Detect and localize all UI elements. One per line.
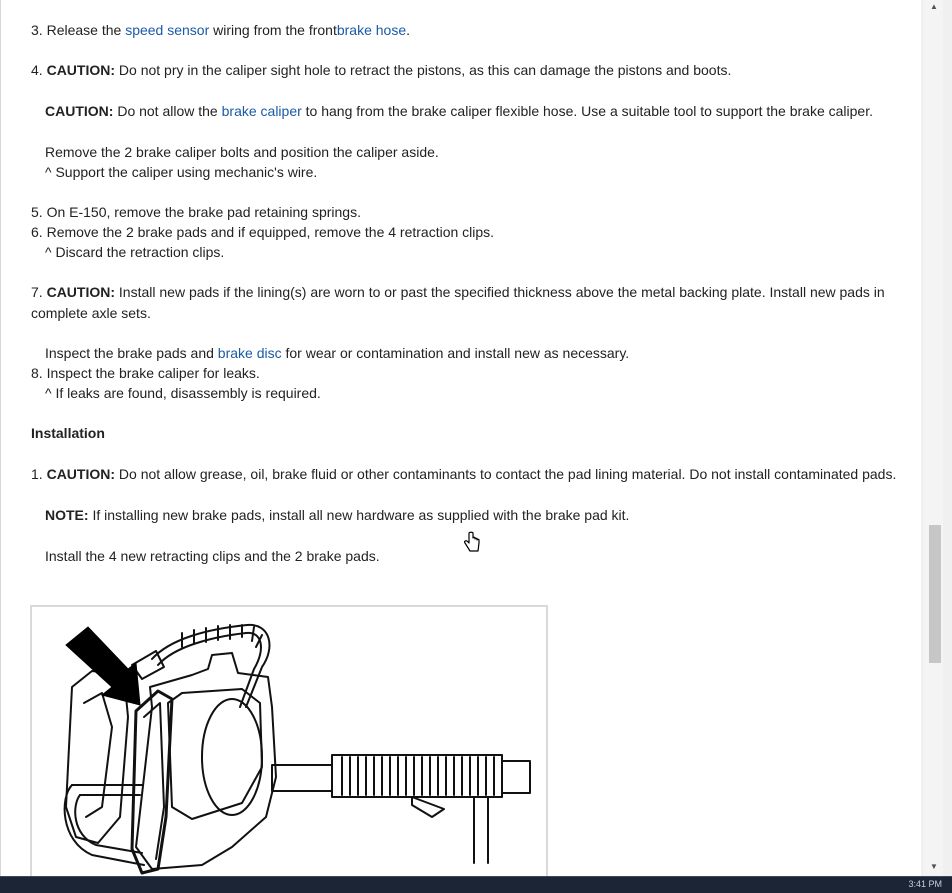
taskbar-clock: 3:41 PM <box>908 879 942 889</box>
step-number: 7. <box>31 284 43 300</box>
install-step-1-note <box>45 505 629 525</box>
step-7-caution-cont: complete axle sets. <box>31 305 151 321</box>
step-5 <box>31 202 361 222</box>
speed-sensor-link[interactable]: speed sensor <box>125 22 210 38</box>
step-3 <box>31 20 410 40</box>
step-7-caution <box>31 282 885 302</box>
step-8-substep: ^ If leaks are found, disassembly is required. <box>45 385 321 401</box>
caution-text: Do not allow the <box>117 103 218 119</box>
caution-text: Install new pads if the lining(s) are worn to or past the specified thickness above the metal backing plate. Install new pads in <box>118 284 885 300</box>
step-text: On E-150, remove the brake pad retaining springs. <box>46 204 361 220</box>
hand-cursor-icon <box>463 531 481 558</box>
step-text: for wear or contamination and install new as necessary. <box>285 345 630 361</box>
step-text: wiring from the front <box>213 22 337 38</box>
step-number: 4. <box>31 62 43 78</box>
installation-heading: Installation <box>31 425 105 441</box>
brake-caliper-illustration <box>30 605 548 876</box>
punctuation: . <box>406 22 411 38</box>
step-number: 3. <box>31 22 43 38</box>
step-number: 8. <box>31 365 43 381</box>
brake-hose-link[interactable]: brake hose <box>336 22 407 38</box>
scrollbar-thumb[interactable] <box>929 525 941 663</box>
brake-caliper-c-clamp-drawing <box>32 607 546 876</box>
step-8 <box>31 363 260 383</box>
step-text: Inspect the brake pads and <box>45 345 214 361</box>
taskbar <box>0 876 952 893</box>
step-4-instruction: Remove the 2 brake caliper bolts and position the caliper aside. <box>45 144 439 160</box>
step-number: 1. <box>31 466 43 482</box>
step-text: Remove the 2 brake pads and if equipped, remove the 4 retraction clips. <box>46 224 495 240</box>
step-6-substep: ^ Discard the retraction clips. <box>45 244 225 260</box>
caution-text: to hang from the brake caliper flexible hose. Use a suitable tool to support the brake caliper. <box>305 103 873 119</box>
step-number: 6. <box>31 224 43 240</box>
caution-label: CAUTION: <box>46 62 116 78</box>
install-step-1-caution <box>31 464 896 484</box>
step-6 <box>31 222 494 242</box>
vertical-scrollbar[interactable] <box>924 0 943 876</box>
brake-disc-link[interactable]: brake disc <box>217 345 282 361</box>
scroll-up-arrow-icon[interactable]: ▲ <box>930 2 938 11</box>
caution-text: Do not pry in the caliper sight hole to retract the pistons, as this can damage the pistons and boots. <box>118 62 732 78</box>
scroll-down-arrow-icon[interactable]: ▼ <box>930 862 938 871</box>
step-7-inspect <box>45 343 629 363</box>
note-label: NOTE: <box>45 507 89 523</box>
step-text: Release the <box>46 22 122 38</box>
brake-caliper-link[interactable]: brake caliper <box>221 103 302 119</box>
caution-label: CAUTION: <box>46 284 116 300</box>
install-step-1-instruction: Install the 4 new retracting clips and the 2 brake pads. <box>45 548 380 564</box>
caution-label: CAUTION: <box>46 466 116 482</box>
step-4-substep: ^ Support the caliper using mechanic's wire. <box>45 164 318 180</box>
caution-text: Do not allow grease, oil, brake fluid or other contaminants to contact the pad lining material. Do not install contaminated pads. <box>118 466 897 482</box>
step-number: 5. <box>31 204 43 220</box>
caution-label: CAUTION: <box>45 103 114 119</box>
step-4-caution <box>31 60 731 80</box>
step-text: Inspect the brake caliper for leaks. <box>46 365 260 381</box>
step-4-caution-2 <box>45 101 873 121</box>
note-text: If installing new brake pads, install all new hardware as supplied with the brake pad kit. <box>92 507 630 523</box>
